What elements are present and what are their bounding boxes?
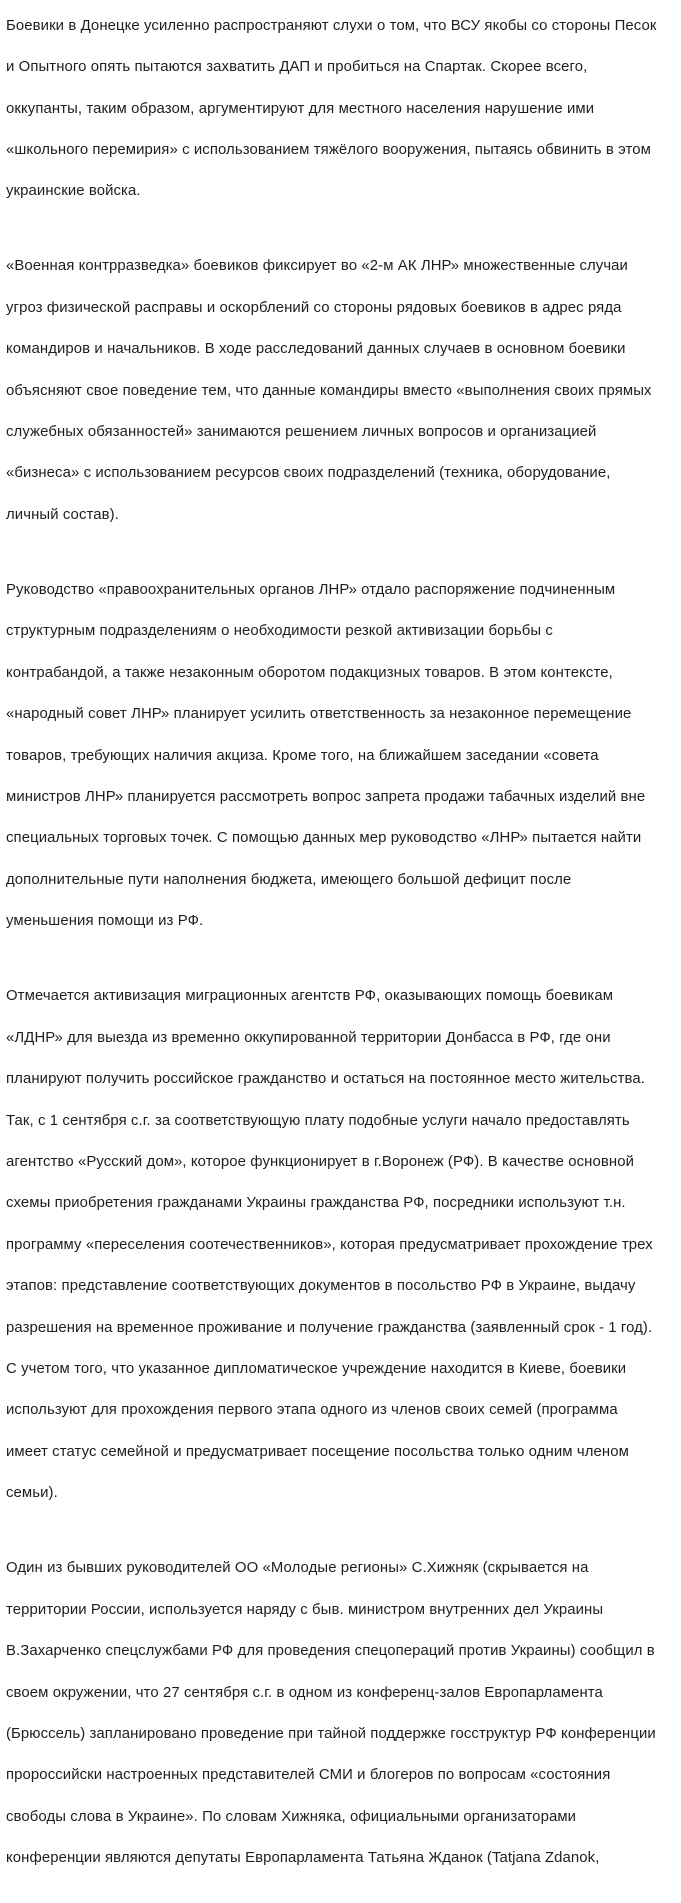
text-line: и Опытного опять пытаются захватить ДАП и пробиться на Спартак. Скорее всего,	[6, 59, 588, 76]
paragraph-law-enforcement	[6, 559, 678, 952]
text-line: товаров, требующих наличия акциза. Кроме того, на ближайшем заседании «совета	[6, 747, 599, 764]
text-line: «ЛДНР» для выезда из временно оккупированной территории Донбасса в РФ, где они	[6, 1029, 611, 1046]
text-line: личный состав).	[6, 506, 119, 523]
post-body	[6, 0, 678, 1903]
text-line: разрешения на временное проживание и получение гражданства (заявленный срок - 1 год).	[6, 1319, 653, 1336]
text-line: В.Захарченко спецслужбами РФ для проведения спецопераций против Украины) сообщил в	[6, 1643, 655, 1660]
text-line: своем окружении, что 27 сентября с.г. в одном из конференц-залов Европарламента	[6, 1684, 603, 1701]
text-line: имеет статус семейной и предусматривает посещение посольства только одним членом	[6, 1443, 629, 1460]
text-line: специальных торговых точек. С помощью данных мер руководство «ЛНР» пытается найти	[6, 830, 642, 847]
text-line: служебных обязанностей» занимаются решением личных вопросов и организацией	[6, 424, 597, 441]
text-line: Так, с 1 сентября с.г. за соответствующую плату подобные услуги начало предоставлять	[6, 1112, 630, 1129]
text-line: программу «переселения соотечественников», которая предусматривает прохождение трех	[6, 1236, 653, 1253]
text-line: Руководство «правоохранительных органов ЛНР» отдало распоряжение подчиненным	[6, 581, 616, 598]
paragraph-migration-agencies	[6, 966, 678, 1525]
paragraph-military-counterintelligence	[6, 236, 678, 547]
text-line: дополнительные пути наполнения бюджета, имеющего большой дефицит после	[6, 871, 572, 888]
text-line: «бизнеса» с использованием ресурсов своих подразделений (техника, оборудование,	[6, 465, 611, 482]
text-line: украинские войска.	[6, 183, 141, 200]
text-line: семьи).	[6, 1485, 58, 1502]
text-line: «школьного перемирия» с использованием тяжёлого вооружения, пытаясь обвинить в этом	[6, 141, 651, 158]
text-line: агентство «Русский дом», которое функционирует в г.Воронеж (РФ). В качестве основной	[6, 1153, 635, 1170]
text-line: «Военная контрразведка» боевиков фиксирует во «2-м АК ЛНР» множественные случаи	[6, 258, 628, 275]
text-line: этапов: представление соответствующих документов в посольство РФ в Украине, выдачу	[6, 1278, 636, 1295]
text-line: территории России, используется наряду с быв. министром внутренних дел Украины	[6, 1601, 604, 1618]
text-line: оккупанты, таким образом, аргументируют для местного населения нарушение ими	[6, 100, 595, 117]
text-line: контрабандой, а также незаконным оборотом подакцизных товаров. В этом контексте,	[6, 664, 613, 681]
text-line: (Брюссель) запланировано проведение при тайной поддержке госструктур РФ конференции	[6, 1725, 656, 1742]
paragraph-rumors-dap	[6, 0, 678, 223]
text-line: конференции являются депутаты Европарламента Татьяна Жданок (Tatjana Zdanok,	[6, 1850, 600, 1867]
text-line: Боевики в Донецке усиленно распространяют слухи о том, что ВСУ якобы со стороны Песок	[6, 17, 657, 34]
text-line: Один из бывших руководителей ОО «Молодые регионы» С.Хижняк (скрывается на	[6, 1560, 589, 1577]
text-line: схемы приобретения гражданами Украины гражданства РФ, посредники используют т.н.	[6, 1195, 626, 1212]
text-line: С учетом того, что указанное дипломатическое учреждение находится в Киеве, боевики	[6, 1361, 627, 1377]
text-line: структурным подразделениям о необходимости резкой активизации борьбы с	[6, 623, 553, 640]
text-line: объясняют свое поведение тем, что данные командиры вместо «выполнения своих прямых	[6, 382, 652, 399]
text-line: «народный совет ЛНР» планирует усилить ответственность за незаконное перемещение	[6, 706, 632, 723]
text-line: пророссийски настроенных представителей СМИ и блогеров по вопросам «состояния	[6, 1767, 611, 1784]
text-line: министров ЛНР» планируется рассмотреть вопрос запрета продажи табачных изделий вне	[6, 789, 646, 806]
text-line: планируют получить российское гражданство и остаться на постоянное место жительства.	[6, 1071, 645, 1088]
text-line: Отмечается активизация миграционных агентств РФ, оказывающих помощь боевикам	[6, 988, 614, 1005]
text-line: свободы слова в Украине». По словам Хижняка, официальными организаторами	[6, 1808, 577, 1825]
text-line: командиров и начальников. В ходе расследований данных случаев в основном боевики	[6, 341, 626, 358]
text-line: угроз физической расправы и оскорблений со стороны рядовых боевиков в адрес ряда	[6, 299, 622, 316]
text-line: уменьшения помощи из РФ.	[6, 913, 204, 930]
paragraph-khizhnyak-conference	[6, 1538, 678, 1890]
text-line: используют для прохождения первого этапа одного из членов своих семей (программа	[6, 1402, 618, 1419]
